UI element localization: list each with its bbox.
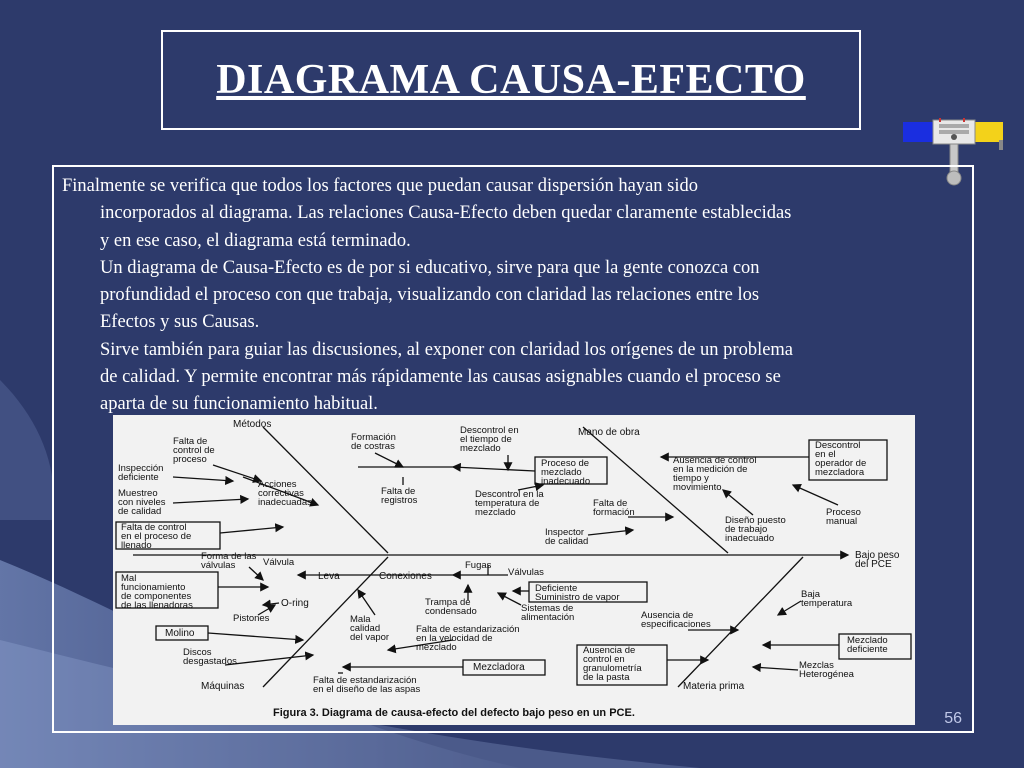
label-formacion-costras: Formación de costras [351,432,396,452]
label-falta-control-proceso: Falta de control de proceso [173,436,215,465]
category-materia-prima: Materia prima [683,681,745,692]
label-descontrol-temperatura: Descontrol en la temperatura de mezclado [475,489,544,518]
label-proceso-mezclado: Proceso de mezclado inadecuado [541,458,591,487]
label-mezcladora: Mezcladora [473,662,525,673]
sub-bone [753,667,798,670]
body-line: Un diagrama de Causa-Efecto es de por si educativo, sirve para que la gente conozca con [100,257,760,278]
category-mano-de-obra: Mano de obra [578,427,640,438]
label-descontrol-tiempo: Descontrol en el tiempo de mezclado [460,425,519,454]
label-pistones: Pistones [233,613,270,624]
label-falta-estandarizacion-velocidad: Falta de estandarización en la velocidad de mezclado [416,624,520,653]
label-valvula: Válvula [263,557,295,568]
sub-bone [173,477,233,481]
category-maquinas: Máquinas [201,681,245,692]
label-falta-registros: Falta de registros [381,486,418,506]
sub-bone [498,593,521,605]
body-line: aparta de su funcionamiento habitual. [100,394,378,415]
sub-bone [358,590,375,615]
sub-bone [453,467,535,471]
sub-bone [793,485,838,505]
body-line: profundidad el proceso con que trabaja, visualizando con claridad las relaciones entre los [100,285,760,306]
body-line: Efectos y sus Causas. [100,312,260,333]
body-line: incorporados al diagrama. Las relaciones Causa-Efecto deben quedar claramente establecidas [100,203,792,224]
sub-bone [588,530,633,535]
sub-bone [375,453,403,467]
fishbone-diagram [113,415,915,725]
body-line: de calidad. Y permite encontrar más rápidamente las causas asignables cuando el proceso se [100,367,781,388]
label-mezclado-deficiente: Mezclado deficiente [847,635,888,655]
label-ausencia-control-granulometria: Ausencia de control en granulometría de la pasta [583,645,642,683]
sub-bone [208,633,303,640]
body-line: y en ese caso, el diagrama está terminado. [100,230,411,251]
label-muestreo: Muestreo con niveles de calidad [118,488,166,517]
label-valvulas: Válvulas [508,567,544,578]
label-mezclas-heterogenea: Mezclas Heterogénea [799,660,854,680]
label-baja-temperatura: Baja temperatura [801,589,853,609]
sub-bone [225,655,313,665]
label-sistemas-alimentacion: Sistemas de alimentación [521,603,575,623]
label-inspeccion-deficiente: Inspección deficiente [118,463,164,483]
label-mal-funcionamiento: Mal funcionamiento de componentes de las llenadoras [121,573,193,611]
sub-bone [213,465,261,481]
category-metodos: Métodos [233,419,272,430]
label-ausencia-control-medicion: Ausencia de control en la medición de tiempo y movimiento [673,455,757,493]
effect-label: Bajo peso del PCE [855,550,900,570]
label-falta-formacion: Falta de formación [593,498,635,518]
label-fugas: Fugas [465,560,492,571]
label-leva: Leva [318,571,340,582]
sub-bone [249,567,263,580]
slide-number: 56 [944,710,962,727]
label-ausencia-especificaciones: Ausencia de especificaciones [641,610,711,630]
label-falta-control-llenado: Falta de control en el proceso de llenado [121,522,192,551]
label-proceso-manual: Proceso manual [826,507,861,527]
sub-bone [220,527,283,533]
sub-bone [723,490,753,515]
label-falta-estandarizacion-aspas: Falta de estandarización en el diseño de las aspas [313,675,421,695]
figure-caption: Figura 3. Diagrama de causa-efecto del defecto bajo peso en un PCE. [273,707,635,719]
body-line: Sirve también para guiar las discusiones, al exponer con claridad los orígenes de un problema [100,339,794,360]
sub-bone [263,603,279,605]
label-molino: Molino [165,628,195,639]
label-forma-valvulas: Forma de las válvulas [201,551,257,571]
label-trampa-condensado: Trampa de condensado [425,597,477,617]
label-descontrol-operador: Descontrol en el operador de mezcladora [815,440,867,478]
label-discos-desgastados: Discos desgastados [183,647,237,667]
body-line: Finalmente se verifica que todos los factores que puedan causar dispersión hayan sido [62,176,699,196]
label-diseno-puesto: Diseño puesto de trabajo inadecuado [725,515,786,544]
label-mala-calidad-vapor: Mala calidad del vapor [350,614,390,643]
slide-title: DIAGRAMA CAUSA-EFECTO [216,57,806,103]
fishbone-figure [113,415,915,725]
label-acciones-correctivas: Acciones correctivas inadecuadas [258,479,312,508]
label-deficiente-suministro: Deficiente Suministro de vapor [535,583,620,603]
sub-bone [778,601,801,615]
title-frame [161,30,861,130]
label-inspector-calidad: Inspector de calidad [545,527,589,547]
label-conexiones: Conexiones [379,571,432,582]
body-text [62,173,960,419]
label-o-ring: O-ring [281,598,309,609]
sub-bone [173,499,248,503]
